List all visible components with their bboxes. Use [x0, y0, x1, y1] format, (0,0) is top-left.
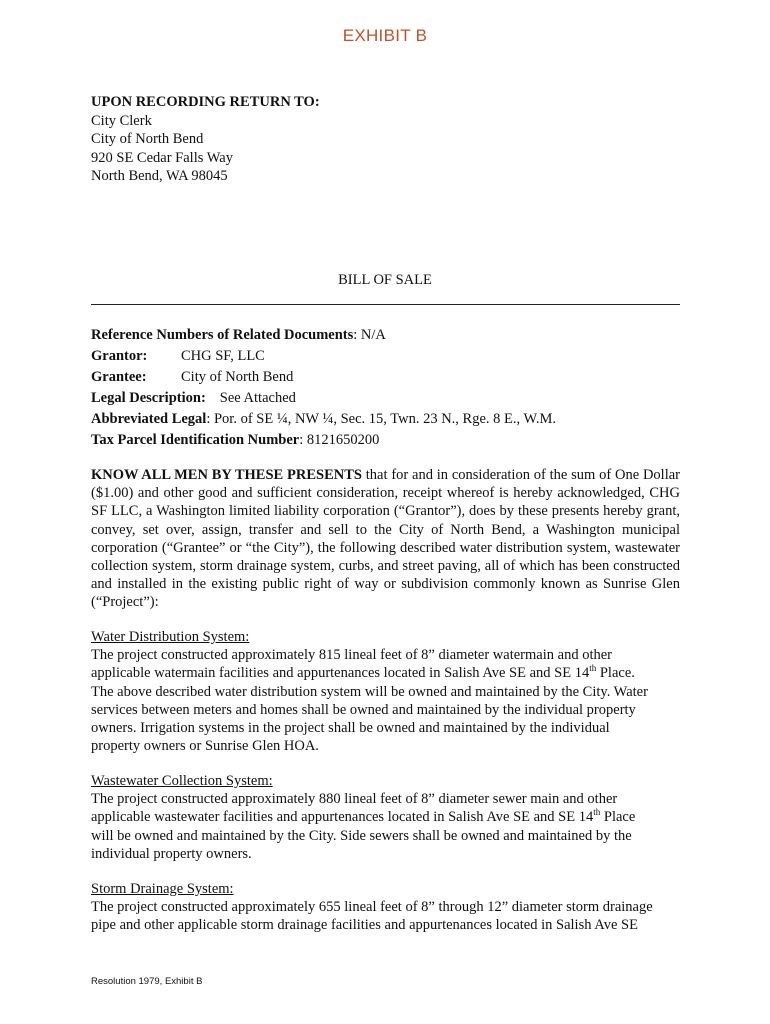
water-line: The above described water distribution system will be owned and maintained by the City. Water	[91, 683, 648, 700]
related-docs-label: Reference Numbers of Related Documents	[91, 327, 354, 343]
grantor-label: Grantor:	[91, 348, 148, 364]
reference-block	[91, 325, 556, 451]
return-heading: UPON RECORDING RETURN TO:	[91, 94, 320, 110]
legal-description-row	[91, 388, 556, 409]
return-line: 920 SE Cedar Falls Way	[91, 149, 233, 166]
related-docs-value: : N/A	[353, 327, 386, 343]
know-all-lead: KNOW ALL MEN BY THESE PRESENTS	[91, 467, 362, 483]
know-all-body: that for and in consideration of the sum of One Dollar ($1.00) and other good and sufficient consideration, receipt whereof is hereby acknowledged, CHG SF LLC, a Washington limited liability corporation (“Grantor”), does by these presents hereby grant, convey, set over, assign, transfer and sell to the City of North Bend, a Washington municipal corporation (“Grantee” or “the City”), the following described water distribution system, wastewater collection system, storm drainage system, curbs, and street paving, all of which has been constructed and installed in the existing public right of way or subdivision commonly known as Sunrise Glen (“Project”):	[91, 467, 680, 611]
water-line: applicable watermain facilities and appurtenances located in Salish Ave SE and SE 14th Place.	[91, 663, 635, 682]
wastewater-collection-section	[91, 772, 691, 863]
related-docs-row	[91, 325, 556, 346]
page-footer: Resolution 1979, Exhibit B	[91, 976, 203, 987]
water-line: services between meters and homes shall be owned and maintained by the individual property	[91, 701, 636, 718]
abbreviated-legal-label: Abbreviated Legal	[91, 411, 207, 427]
wastewater-heading: Wastewater Collection System:	[91, 773, 273, 789]
water-heading: Water Distribution System:	[91, 629, 250, 645]
legal-description-value: See Attached	[219, 390, 296, 406]
title-divider	[91, 304, 680, 305]
exhibit-title: EXHIBIT B	[342, 26, 428, 45]
return-address-block	[91, 93, 320, 186]
water-line: The project constructed approximately 815 lineal feet of 8” diameter watermain and other	[91, 647, 612, 664]
know-all-paragraph	[91, 466, 680, 612]
return-line: North Bend, WA 98045	[91, 168, 228, 184]
abbreviated-legal-value: : Por. of SE ¼, NW ¼, Sec. 15, Twn. 23 N., Rge. 8 E., W.M.	[206, 411, 557, 427]
storm-heading: Storm Drainage System:	[91, 881, 234, 897]
grantor-value: CHG SF, LLC	[181, 348, 265, 364]
tax-parcel-label: Tax Parcel Identification Number	[91, 432, 300, 448]
return-line: City Clerk	[91, 112, 152, 129]
grantor-row	[91, 346, 556, 367]
grantee-value: City of North Bend	[181, 369, 294, 385]
water-distribution-section	[91, 628, 691, 755]
storm-drainage-section	[91, 880, 691, 935]
grantee-row	[91, 367, 556, 388]
wastewater-line: applicable wastewater facilities and appurtenances located in Salish Ave SE and SE 14th Place	[91, 807, 636, 826]
water-line: property owners or Sunrise Glen HOA.	[91, 738, 319, 755]
abbreviated-legal-row	[91, 409, 556, 430]
wastewater-line: will be owned and maintained by the City. Side sewers shall be owned and maintained by the	[91, 827, 632, 844]
storm-line: The project constructed approximately 655 lineal feet of 8” through 12” diameter storm drainage	[91, 899, 653, 916]
document-title: BILL OF SALE	[338, 272, 432, 288]
water-line: owners. Irrigation systems in the project shall be owned and maintained by the individual	[91, 720, 610, 737]
wastewater-line: individual property owners.	[91, 845, 252, 862]
storm-line: pipe and other applicable storm drainage facilities and appurtenances located in Salish Ave SE	[91, 917, 638, 934]
grantee-label: Grantee:	[91, 369, 147, 385]
tax-parcel-value: : 8121650200	[299, 432, 380, 448]
return-line: City of North Bend	[91, 131, 204, 147]
tax-parcel-row	[91, 430, 556, 451]
legal-description-label: Legal Description:	[91, 390, 206, 406]
wastewater-line: The project constructed approximately 880 lineal feet of 8” diameter sewer main and other	[91, 791, 618, 808]
